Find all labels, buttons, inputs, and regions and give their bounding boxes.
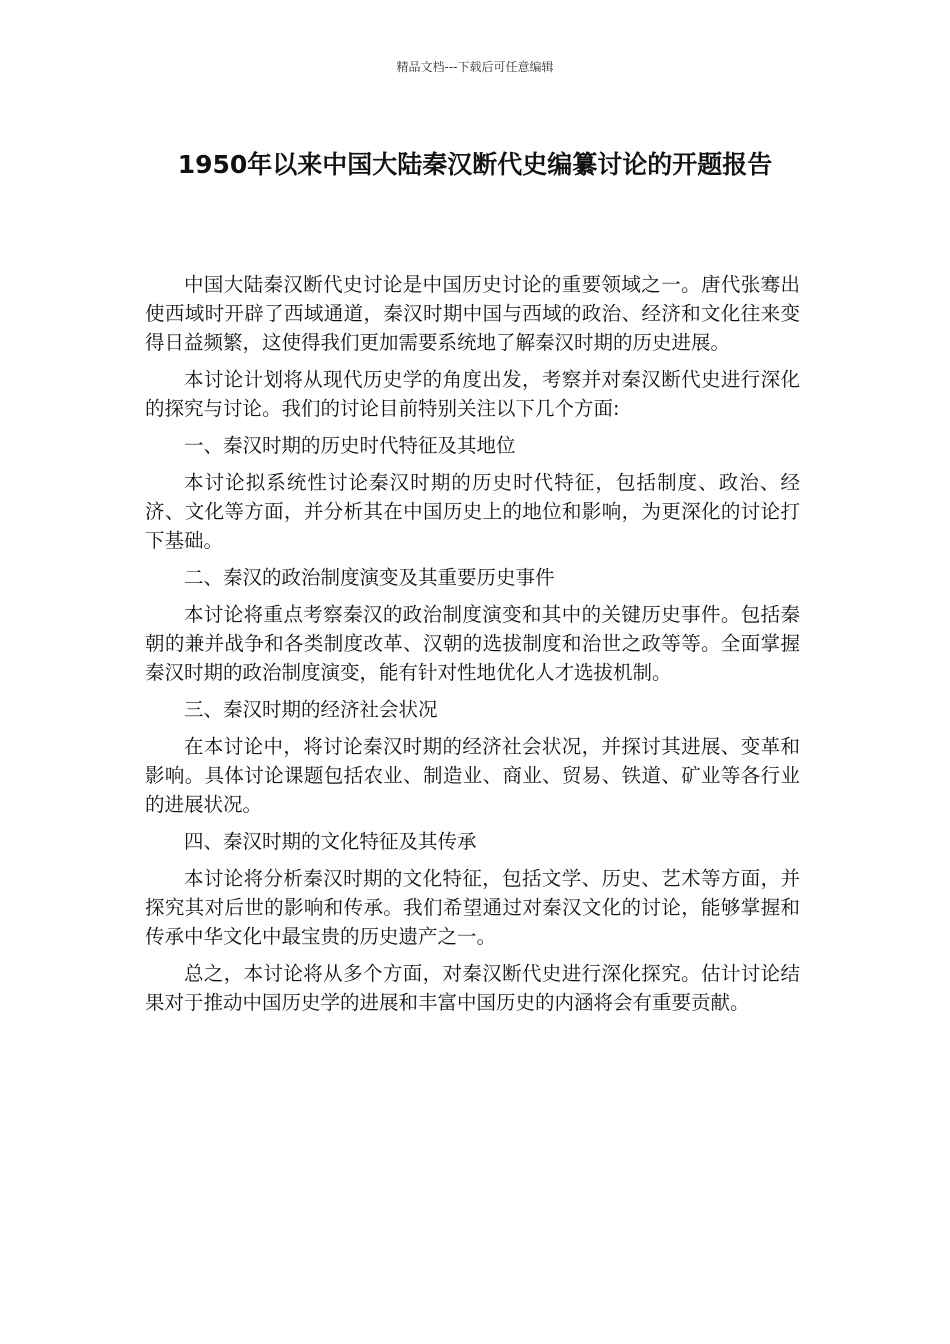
section-body-1: 本讨论拟系统性讨论秦汉时期的历史时代特征，包括制度、政治、经济、文化等方面，并分析其在中国历史上的地位和影响，为更深化的讨论打下基础。 [145,471,800,552]
section-body-3: 在本讨论中，将讨论秦汉时期的经济社会状况，并探讨其进展、变革和影响。具体讨论课题包括农业、制造业、商业、贸易、铁道、矿业等各行业的进展状况。 [145,735,800,816]
document-body [145,270,800,1025]
conclusion-paragraph: 总之，本讨论将从多个方面，对秦汉断代史进行深化探究。估计讨论结果对于推动中国历史学的进展和丰富中国历史的内涵将会有重要贡献。 [145,962,800,1014]
intro-paragraph-2: 本讨论计划将从现代历史学的角度出发，考察并对秦汉断代史进行深化的探究与讨论。我们的讨论目前特别关注以下几个方面: [145,368,800,420]
section-heading-3: 三、秦汉时期的经济社会状况 [184,698,438,721]
section-heading-2: 二、秦汉的政治制度演变及其重要历史事件 [184,566,555,589]
section-heading-4: 四、秦汉时期的文化特征及其传承 [184,830,477,853]
section-heading-1: 一、秦汉时期的历史时代特征及其地位 [184,434,516,457]
document-title: 1950年以来中国大陆秦汉断代史编纂讨论的开题报告 [177,150,773,179]
intro-paragraph-1: 中国大陆秦汉断代史讨论是中国历史讨论的重要领域之一。唐代张骞出使西域时开辟了西域通道，秦汉时期中国与西域的政治、经济和文化往来变得日益频繁，这使得我们更加需要系统地了解秦汉时期的历史进展。 [145,273,800,354]
header-note: 精品文档---下载后可任意编辑 [396,60,554,74]
section-body-2: 本讨论将重点考察秦汉的政治制度演变和其中的关键历史事件。包括秦朝的兼并战争和各类制度改革、汉朝的选拔制度和治世之政等等。全面掌握秦汉时期的政治制度演变，能有针对性地优化人才选拔机制。 [145,603,800,684]
section-body-4: 本讨论将分析秦汉时期的文化特征，包括文学、历史、艺术等方面，并探究其对后世的影响和传承。我们希望通过对秦汉文化的讨论，能够掌握和传承中华文化中最宝贵的历史遗产之一。 [145,867,800,948]
